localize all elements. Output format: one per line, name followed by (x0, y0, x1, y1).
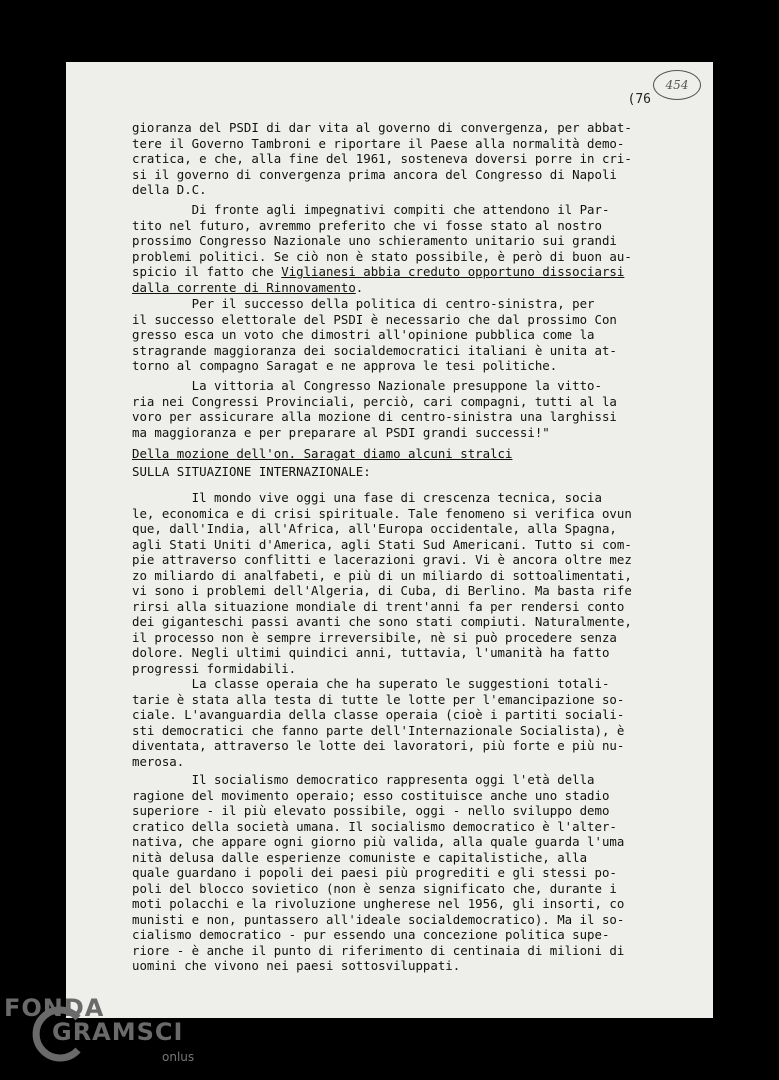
paragraph-2 (132, 202, 672, 295)
paragraph-2-text: Di fronte agli impegnativi compiti che attendono il Par- tito nel futuro, avremmo preferito che vi fosse stato al nostro prossimo Congresso Nazionale uno schieramento unitario sui grandi problemi politici. Se ciò non è stato possibile, è però di buon au- spicio il fatto che (132, 202, 632, 279)
page-marker: (76 (627, 92, 651, 107)
underlined-viglianesi: Viglianesi abbia creduto opportuno dissociarsi dalla corrente di Rinnovamento (132, 264, 625, 295)
logo-text-fonda: FONDA (4, 994, 105, 1022)
paragraph-6: La classe operaia che ha superato le suggestioni totali- tarie è stata alla testa di tutte le lotte per l'emancipazione so- ciale. L'avanguardia della classe operaia (cioè i partiti sociali- sti democratici che fanno parte dell'Internazionale Socialista), è diventata, attraverso le lotte dei lavoratori, più forte e più nu- merosa. (132, 676, 625, 769)
paragraph-7: Il socialismo democratico rappresenta oggi l'età della ragione del movimento operaio; esso costituisce anche uno stadio superiore - il più elevato possibile, oggi - nello sviluppo demo cratico della società umana. Il socialismo democratico è l'alter- nativa, che appare ogni giorno più valida, alla quale guarda l'uma nità delusa dalle esperienze comuniste e capitalistiche, alla quale guardano i popoli dei paesi più progrediti e gli stessi po- poli del blocco sovietico (non è senza significato che, durante i moti polacchi e la rivoluzione ungherese nel 1956, gli insorti, co munisti e non, puntassero all'ideale socialdemocratico). Ma il so- cialismo democratico - pur essendo una concezione politica supe- riore - è anche il punto di riferimento di centinaia di milioni di uomini che vivono nei paesi sottosviluppati. (132, 772, 625, 973)
document-page (66, 62, 713, 1018)
paragraph-1: gioranza del PSDI di dar vita al governo di convergenza, per abbat- tere il Governo Tambroni e riportare il Paese alla normalità demo- cratica, e che, alla fine del 1961, sosteneva doversi porre in cri- si il governo di convergenza prima ancora del Congresso di Napoli della D.C. (132, 120, 632, 197)
paragraph-4: La vittoria al Congresso Nazionale presuppone la vitto- ria nei Congressi Provinciali, perciò, cari compagni, tutti al la voro per assicurare alla mozione di centro-sinistra una larghissi ma maggioranza e per preparare al PSDI grandi successi!" (132, 378, 617, 440)
paragraph-5: Il mondo vive oggi una fase di crescenza tecnica, socia le, economica e di crisi spirituale. Tale fenomeno si verifica ovun que, dall'India, all'Africa, all'Europa occidentale, alla Spagna, agli Stati Uniti d'America, agli Stati Sud Americani. Tutto si com- pie attraverso conflitti e lacerazioni gravi. Vi è ancora oltre mez zo miliardo di analfabeti, e più di un miliardo di sottoalimentati, vi sono i problemi dell'Algeria, di Cuba, di Berlino. Ma basta rife rirsi alla situazione mondiale di trent'anni fa per rendersi conto dei giganteschi passi avanti che sono stati compiuti. Naturalmente, il processo non è sempre irreversibile, nè si può procedere senza dolore. Negli ultimi quindici anni, tuttavia, l'umanità ha fatto progressi formidabili. (132, 490, 632, 676)
paragraph-3: Per il successo della politica di centro-sinistra, per il successo elettorale del PSDI è necessario che dal prossimo Con gresso esca un voto che dimostri all'opinione pubblica come la stragrande maggioranza dei socialdemocratici italiani è unita at- torno al compagno Saragat e ne approva le tesi politiche. (132, 296, 617, 373)
logo-text-gramsci: GRAMSCI (52, 1018, 184, 1046)
fondazione-gramsci-logo (4, 988, 204, 1078)
section-intro: Della mozione dell'on. Saragat diamo alcuni stralci (132, 446, 513, 461)
section-heading: SULLA SITUAZIONE INTERNAZIONALE: (132, 464, 371, 479)
archive-number-stamp: 454 (653, 70, 701, 100)
logo-text-onlus: onlus (162, 1050, 195, 1064)
paragraph-2-end: . (355, 279, 364, 295)
